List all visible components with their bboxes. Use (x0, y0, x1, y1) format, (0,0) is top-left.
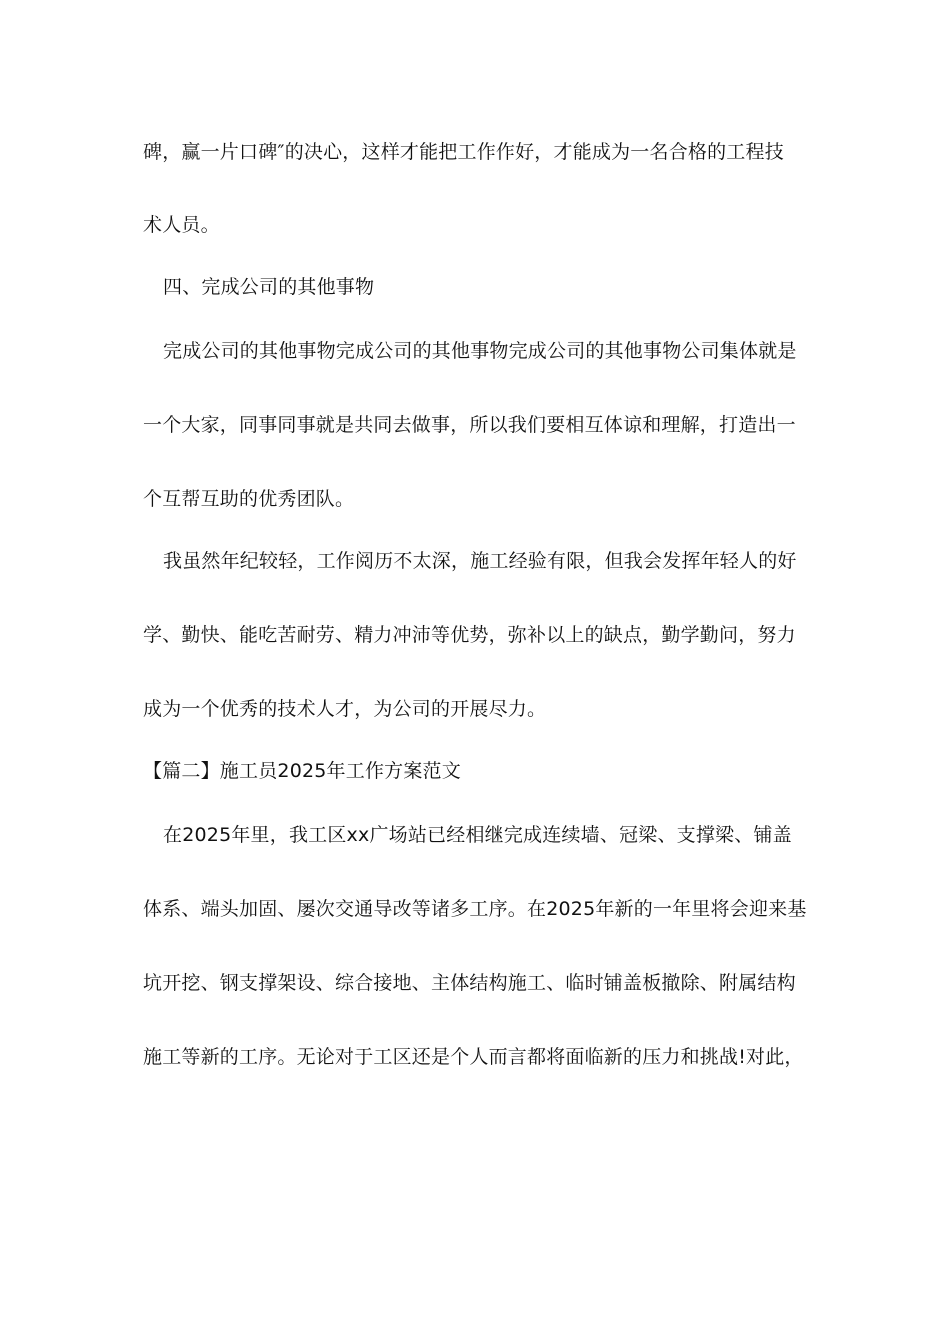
paragraph-line: 学、勤快、能吃苦耐劳、精力冲沛等优势，弥补以上的缺点，勤学勤问，努力 (143, 624, 796, 646)
paragraph-line: 我虽然年纪较轻，工作阅历不太深，施工经验有限，但我会发挥年轻人的好 (163, 550, 797, 572)
paragraph-line: 体系、端头加固、屡次交通导改等诸多工序。在2025年新的一年里将会迎来基 (143, 898, 807, 920)
paragraph-line: 在2025年里，我工区xx广场站已经相继完成连续墙、冠梁、支撑梁、铺盖 (163, 824, 792, 846)
paragraph-line: 成为一个优秀的技术人才，为公司的开展尽力。 (143, 698, 547, 720)
paragraph-line: 施工等新的工序。无论对于工区还是个人而言都将面临新的压力和挑战!对此， (143, 1046, 804, 1068)
paragraph-line: 术人员。 (143, 214, 220, 236)
article-heading: 【篇二】施工员2025年工作方案范文 (143, 760, 461, 782)
paragraph-line: 坑开挖、钢支撑架设、综合接地、主体结构施工、临时铺盖板撤除、附属结构 (143, 972, 796, 994)
paragraph-line: 一个大家，同事同事就是共同去做事，所以我们要相互体谅和理解，打造出一 (143, 414, 796, 436)
paragraph-line: 完成公司的其他事物完成公司的其他事物完成公司的其他事物公司集体就是 (163, 340, 797, 362)
section-heading: 四、完成公司的其他事物 (163, 276, 375, 298)
paragraph-line: 个互帮互助的优秀团队。 (143, 488, 355, 510)
paragraph-line: 碑，赢一片口碑″的决心，这样才能把工作作好，才能成为一名合格的工程技 (143, 141, 784, 163)
